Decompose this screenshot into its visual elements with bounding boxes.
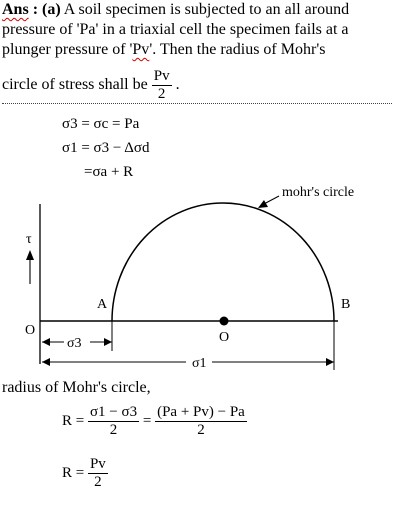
answer-line-3-a: plunger pressure of ' bbox=[2, 41, 133, 58]
sigma3-arrow-left bbox=[42, 338, 50, 346]
mohr-circle-callout: mohr's circle bbox=[282, 185, 355, 200]
r1-denominator-2: 2 bbox=[197, 422, 205, 438]
radius-heading: radius of Mohr's circle, bbox=[2, 379, 151, 396]
sigma1-arrow-left bbox=[42, 358, 50, 366]
answer-line-1: Ans : (a) A soil specimen is subjected to an all around bbox=[2, 1, 350, 18]
r1-fraction-2 bbox=[155, 404, 247, 439]
answer-line-3-b: '. Then the radius of Mohr's bbox=[149, 41, 326, 58]
radius-equation-1 bbox=[62, 404, 247, 439]
fraction-denominator: 2 bbox=[157, 86, 166, 102]
answer-line-4-text: circle of stress shall be bbox=[2, 76, 148, 94]
sigma1-label: σ1 bbox=[192, 356, 207, 371]
r2-lhs: R = bbox=[62, 464, 85, 481]
equation-2: σ1 = σ3 − Δσd bbox=[62, 140, 150, 156]
answer-line-2: pressure of 'Pa' in a triaxial cell the specimen fails at a bbox=[2, 21, 349, 38]
answer-line-1-text: A soil specimen is subjected to an all around bbox=[63, 1, 350, 18]
callout-arrow-head bbox=[258, 200, 268, 208]
radius-equation-2 bbox=[62, 456, 108, 491]
fraction-numerator: Pv bbox=[153, 68, 170, 84]
sigma1-arrow-right bbox=[326, 358, 334, 366]
equation-3: =σa + R bbox=[84, 164, 134, 180]
point-b-label: B bbox=[341, 297, 351, 312]
center-dot bbox=[220, 317, 229, 326]
sigma3-arrow-right bbox=[104, 338, 112, 346]
pv-term: Pv bbox=[132, 41, 150, 58]
r1-numerator: σ1 − σ3 bbox=[89, 404, 138, 420]
tau-label: τ bbox=[26, 232, 32, 247]
r1-equals: = bbox=[142, 412, 152, 429]
tau-arrow-head bbox=[26, 250, 34, 260]
r1-numerator-2: (Pa + Pv) − Pa bbox=[157, 404, 245, 420]
r2-fraction bbox=[88, 456, 108, 491]
r1-denominator: 2 bbox=[109, 422, 118, 438]
answer-option: (a) bbox=[42, 1, 61, 18]
origin-label: O bbox=[25, 323, 36, 338]
r2-numerator: Pv bbox=[89, 456, 106, 472]
ans-label: Ans bbox=[2, 1, 29, 18]
sigma3-label: σ3 bbox=[67, 336, 82, 351]
mohr-semicircle bbox=[112, 203, 334, 321]
r1-lhs: R = bbox=[62, 412, 85, 429]
answer-line-4-end: . bbox=[175, 76, 180, 94]
center-label: O bbox=[219, 330, 230, 345]
equation-1: σ3 = σc = Pa bbox=[62, 116, 140, 132]
r2-denominator: 2 bbox=[94, 474, 102, 490]
point-a-label: A bbox=[97, 297, 108, 312]
r1-fraction bbox=[88, 404, 139, 439]
